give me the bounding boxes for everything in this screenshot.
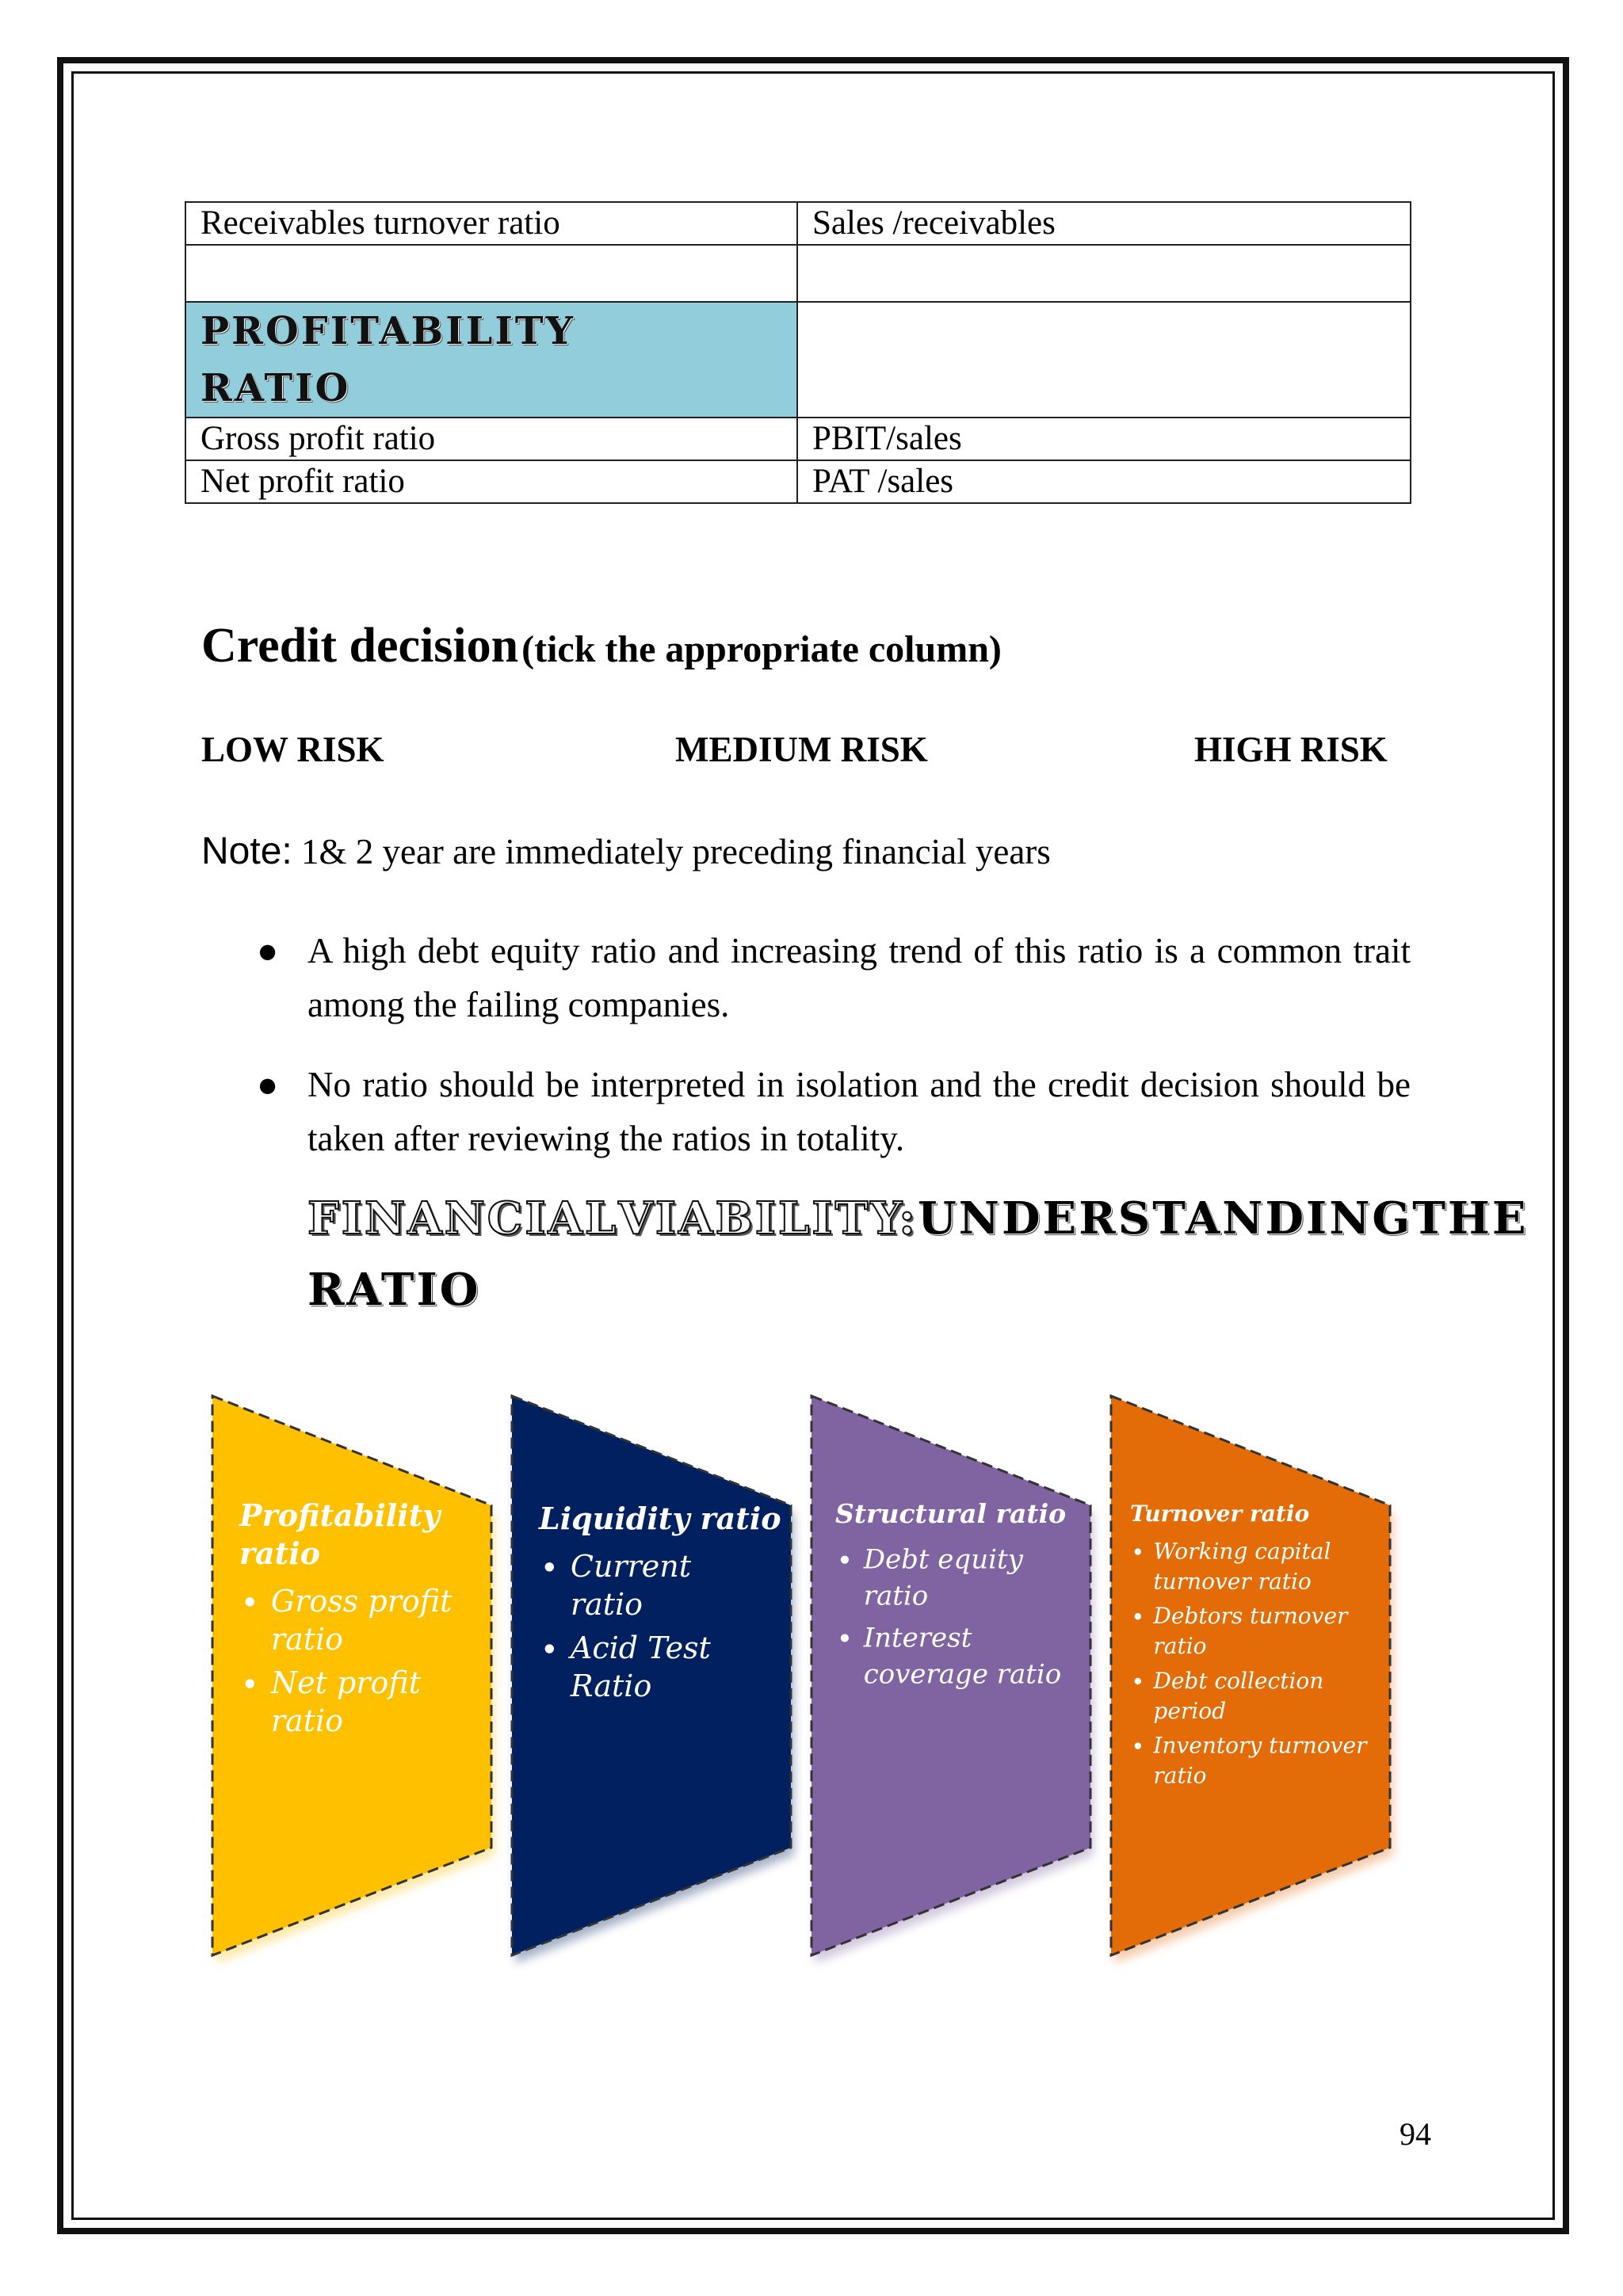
table-cell: Net profit ratio — [185, 460, 797, 503]
heading-word: VIABILITY: — [618, 1192, 918, 1245]
card-item-text: Working capital — [1153, 1538, 1331, 1565]
bullet-dot-icon — [841, 1634, 849, 1642]
bullet-dot-icon — [246, 1679, 254, 1688]
card-item-text: Current — [570, 1549, 692, 1584]
heading-word: RATIO — [307, 1264, 481, 1316]
card-item-text: Net profit — [270, 1665, 421, 1701]
bullet-dot-icon — [545, 1644, 554, 1653]
card-item-text: period — [1153, 1697, 1227, 1724]
bullet-dot-icon — [1135, 1678, 1141, 1684]
card-item-text: ratio — [570, 1587, 643, 1622]
risk-high: HIGH RISK — [1194, 730, 1388, 769]
card-item-text: coverage ratio — [863, 1658, 1062, 1691]
bullet-text: A high debt equity ratio and increasing trend of this ratio is a common trait among the failing companies. — [307, 931, 1411, 1024]
risk-low: LOW RISK — [201, 730, 384, 769]
credit-decision-subtitle: (tick the appropriate column) — [521, 628, 1002, 670]
risk-medium: MEDIUM RISK — [675, 730, 928, 769]
table-cell: PAT /sales — [797, 460, 1411, 503]
card-title: Structural ratio — [835, 1498, 1067, 1529]
card-item-text: Inventory turnover — [1153, 1732, 1367, 1759]
card-item-text: Acid Test — [570, 1630, 711, 1666]
card-item-text: ratio — [270, 1622, 344, 1657]
card-item-text: Interest — [863, 1622, 972, 1654]
heading-word: FINANCIAL — [307, 1192, 619, 1245]
card-title: Liquidity ratio — [539, 1501, 781, 1536]
bullet-dot-icon — [246, 1597, 254, 1606]
table-cell: PBIT/sales — [797, 418, 1411, 460]
section-title-line1: PROFITABILITY — [200, 309, 575, 353]
bullet-dot-icon: ● — [257, 931, 279, 971]
heading-word: THE — [1412, 1192, 1529, 1245]
bullet-dot-icon — [841, 1556, 849, 1564]
card-item-text: Ratio — [570, 1669, 652, 1704]
card-item-text: Debt equity — [863, 1543, 1023, 1576]
note-label: Note: — [201, 830, 292, 872]
card-title: Turnover ratio — [1130, 1501, 1310, 1527]
card-title: Profitability — [239, 1497, 441, 1533]
card-item-text: ratio — [1153, 1633, 1207, 1660]
bullet-dot-icon — [1135, 1613, 1141, 1619]
page-number: 94 — [1400, 2116, 1431, 2152]
bullet-dot-icon — [1135, 1742, 1141, 1749]
note-text: 1& 2 year are immediately preceding financial years — [300, 832, 1051, 871]
bullet-dot-icon: ● — [257, 1065, 279, 1104]
credit-decision-title: Credit decision — [201, 619, 519, 673]
section-title-line2: RATIO — [200, 366, 351, 410]
bullet-dot-icon — [1135, 1548, 1141, 1554]
card-item-text: ratio — [863, 1580, 929, 1612]
table-cell: Gross profit ratio — [185, 418, 797, 460]
card-item-text: Debtors turnover — [1153, 1603, 1348, 1630]
bullet-dot-icon — [545, 1562, 554, 1571]
card-title: ratio — [239, 1535, 320, 1571]
card-item-text: turnover ratio — [1153, 1568, 1312, 1595]
heading-word: UNDERSTANDING — [917, 1192, 1413, 1245]
card-item-text: ratio — [1153, 1762, 1207, 1789]
bullet-text: No ratio should be interpreted in isolation and the credit decision should be taken after reviewing the ratios in totality. — [307, 1065, 1411, 1158]
card-item-text: ratio — [270, 1703, 344, 1739]
table-cell: Receivables turnover ratio — [185, 202, 797, 245]
card-item-text: Gross profit — [270, 1584, 453, 1619]
card-item-text: Debt collection — [1153, 1667, 1324, 1694]
table-cell: Sales /receivables — [797, 202, 1411, 245]
